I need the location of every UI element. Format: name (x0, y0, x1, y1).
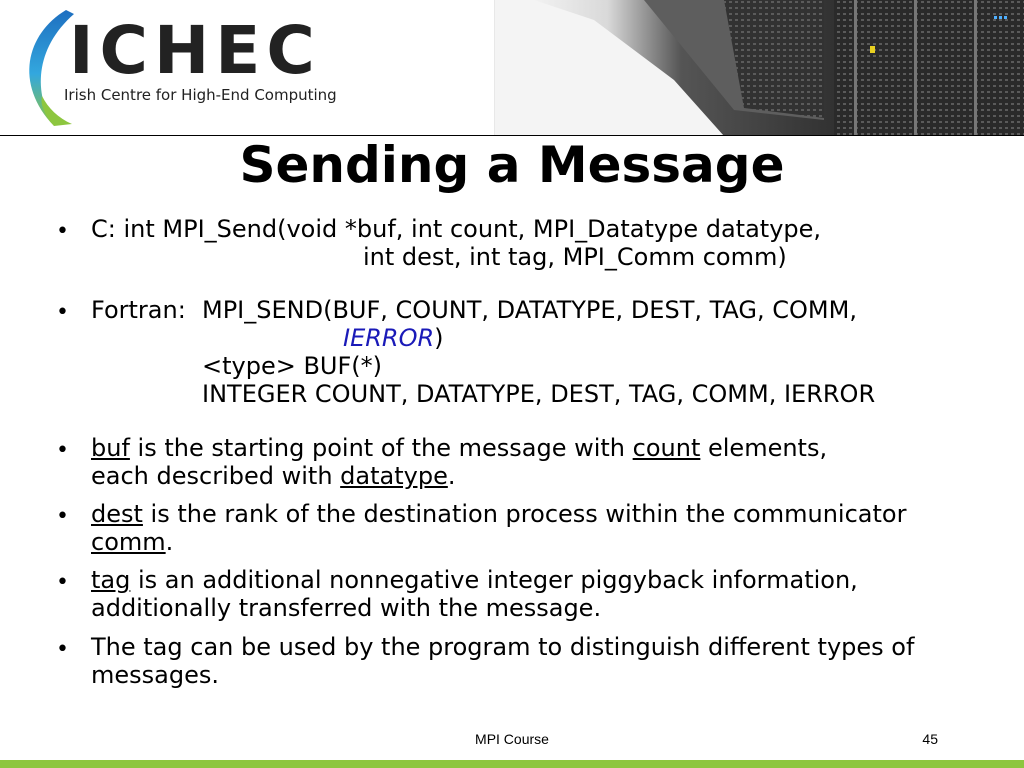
tag-usage-line2: messages. (91, 661, 219, 689)
fortran-signature-line1: MPI_SEND(BUF, COUNT, DATATYPE, DEST, TAG, COMM, (202, 296, 857, 324)
bullet-marker: • (56, 438, 69, 463)
footer-course-label: MPI Course (475, 731, 549, 747)
term-dest: dest (91, 500, 143, 528)
bullet-marker: • (56, 637, 69, 662)
bullet-marker: • (56, 570, 69, 595)
dest-description-line2: comm. (91, 528, 174, 556)
bullet-marker: • (56, 300, 69, 325)
logo-tagline: Irish Centre for High-End Computing (64, 86, 337, 104)
logo-wordmark: ICHEC (69, 12, 321, 89)
c-signature-line1: C: int MPI_Send(void *buf, int count, MPI_Datatype datatype, (91, 215, 822, 243)
term-count: count (632, 434, 701, 462)
footer-accent-bar (0, 760, 1024, 768)
term-datatype: datatype (340, 462, 448, 490)
buf-description-line2: each described with datatype. (91, 462, 456, 490)
slide-title: Sending a Message (239, 136, 785, 194)
c-signature-line2: int dest, int tag, MPI_Comm comm) (363, 243, 787, 271)
page-number: 45 (922, 731, 938, 747)
fortran-label: Fortran: (91, 296, 186, 324)
buf-description-line1: buf is the starting point of the message with count elements, (91, 434, 828, 462)
bullet-marker: • (56, 504, 69, 529)
bullet-marker: • (56, 219, 69, 244)
term-buf: buf (91, 434, 130, 462)
term-tag: tag (91, 566, 131, 594)
tag-description-line2: additionally transferred with the message. (91, 594, 602, 622)
tag-usage-line1: The tag can be used by the program to distinguish different types of (91, 633, 915, 661)
close-paren: ) (434, 324, 444, 352)
fortran-type-decl: <type> BUF(*) (202, 352, 383, 380)
term-comm: comm (91, 528, 166, 556)
fortran-signature-line2 (343, 325, 444, 352)
tag-description-line1: tag is an additional nonnegative integer piggyback information, (91, 566, 858, 594)
ierror-param: IERROR (343, 324, 435, 352)
fortran-integer-decl: INTEGER COUNT, DATATYPE, DEST, TAG, COMM, IERROR (202, 380, 876, 408)
dest-description-line1: dest is the rank of the destination process within the communicator (91, 500, 907, 528)
